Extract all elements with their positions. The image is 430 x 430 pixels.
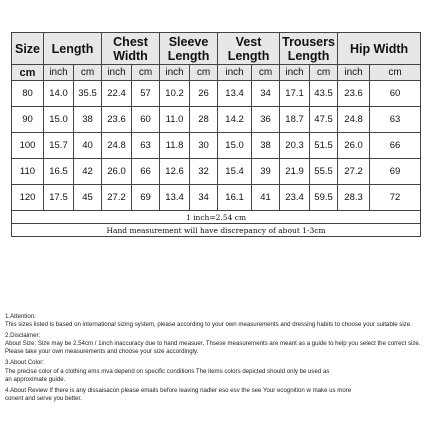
table-cell: 100 bbox=[12, 133, 44, 159]
unit-cell: cm bbox=[190, 65, 218, 81]
header-sleeve-length: Sleeve Length bbox=[160, 33, 218, 65]
table-cell: 28.3 bbox=[338, 185, 370, 211]
table-cell: 23.4 bbox=[280, 185, 310, 211]
table-cell: 14.2 bbox=[218, 107, 252, 133]
table-cell: 16.5 bbox=[44, 159, 74, 185]
table-cell: 15.4 bbox=[218, 159, 252, 185]
note-text: The precise color of a clothing ems mva depend on specific conditions The items colors depicted should only be used as bbox=[5, 367, 330, 375]
table-cell: 10.2 bbox=[160, 81, 190, 107]
table-cell: 80 bbox=[12, 81, 44, 107]
table-cell: 40 bbox=[74, 133, 102, 159]
note-text: 4.About Review If there is any dissaisacon please emails before leaving nadler eso esv the see Your ecognition w make us more bbox=[5, 386, 352, 394]
table-cell: 11.0 bbox=[160, 107, 190, 133]
note-text: Please take your own measurements and choose your size accordingly. bbox=[5, 348, 199, 356]
table-cell: 60 bbox=[132, 107, 160, 133]
table-cell: 63 bbox=[370, 107, 421, 133]
table-cell: 27.2 bbox=[338, 159, 370, 185]
unit-cell: inch bbox=[44, 65, 74, 81]
table-cell: 47.5 bbox=[310, 107, 338, 133]
note-attention bbox=[5, 313, 427, 329]
table-cell: 13.4 bbox=[218, 81, 252, 107]
table-cell: 15.7 bbox=[44, 133, 74, 159]
note-text: conent and serve you better. bbox=[5, 394, 82, 402]
table-cell: 27.2 bbox=[102, 185, 132, 211]
table-cell: 26.0 bbox=[338, 133, 370, 159]
unit-cell: cm bbox=[132, 65, 160, 81]
table-cell: 17.5 bbox=[44, 185, 74, 211]
table-cell: 28 bbox=[190, 107, 218, 133]
table-cell: 24.8 bbox=[102, 133, 132, 159]
discrepancy-row bbox=[12, 224, 421, 237]
unit-cell: inch bbox=[218, 65, 252, 81]
header-vest-length: Vest Length bbox=[218, 33, 280, 65]
table-row bbox=[12, 133, 421, 159]
table-cell: 110 bbox=[12, 159, 44, 185]
note-text: About Size: Size may be 2.54cm / 1inch inaccuracy due to hand measuer. Thsese measurements are meant as a guide to help you select the correct size. bbox=[5, 340, 421, 348]
unit-cell: cm bbox=[12, 65, 44, 81]
table-cell: 39 bbox=[252, 159, 280, 185]
header-hip-width: Hip Width bbox=[338, 33, 421, 65]
table-cell: 14.0 bbox=[44, 81, 74, 107]
unit-cell: inch bbox=[102, 65, 132, 81]
table-cell: 60 bbox=[370, 81, 421, 107]
conversion-row bbox=[12, 211, 421, 224]
note-title: 1.Attention: bbox=[5, 313, 36, 320]
header-length: Length bbox=[44, 33, 102, 65]
note-title: 2.Disclaimer: bbox=[5, 332, 41, 340]
table-row bbox=[12, 81, 421, 107]
table-cell: 12.6 bbox=[160, 159, 190, 185]
table-cell: 13.4 bbox=[160, 185, 190, 211]
table-cell: 63 bbox=[132, 133, 160, 159]
unit-cell: inch bbox=[338, 65, 370, 81]
table-cell: 35.5 bbox=[74, 81, 102, 107]
table-cell: 26 bbox=[190, 81, 218, 107]
table-cell: 17.1 bbox=[280, 81, 310, 107]
table-cell: 24.8 bbox=[338, 107, 370, 133]
header-row bbox=[12, 33, 421, 65]
table-cell: 55.5 bbox=[310, 159, 338, 185]
table-row bbox=[12, 159, 421, 185]
unit-cell: cm bbox=[370, 65, 421, 81]
table-cell: 69 bbox=[132, 185, 160, 211]
header-chest-width: Chest Width bbox=[102, 33, 160, 65]
table-cell: 20.3 bbox=[280, 133, 310, 159]
unit-cell: cm bbox=[252, 65, 280, 81]
table-cell: 30 bbox=[190, 133, 218, 159]
note-text: This sizes listed is based on international sizing system, please according to your own measurements and dressing habits to choose your suitable size. bbox=[5, 321, 412, 329]
table-cell: 23.6 bbox=[338, 81, 370, 107]
conversion-note: 1 inch=2.54 cm bbox=[12, 211, 421, 224]
unit-cell: inch bbox=[280, 65, 310, 81]
note-title: 3.About Color: bbox=[5, 359, 44, 367]
table-cell: 43.5 bbox=[310, 81, 338, 107]
table-cell: 72 bbox=[370, 185, 421, 211]
table-cell: 21.9 bbox=[280, 159, 310, 185]
table-row bbox=[12, 185, 421, 211]
table-cell: 32 bbox=[190, 159, 218, 185]
size-table bbox=[11, 32, 421, 237]
table-cell: 45 bbox=[74, 185, 102, 211]
table-cell: 34 bbox=[190, 185, 218, 211]
table-cell: 90 bbox=[12, 107, 44, 133]
table-cell: 22.4 bbox=[102, 81, 132, 107]
discrepancy-note: Hand measurement will have discrepancy of about 1-3cm bbox=[12, 224, 421, 237]
table-cell: 38 bbox=[74, 107, 102, 133]
table-cell: 16.1 bbox=[218, 185, 252, 211]
table-cell: 34 bbox=[252, 81, 280, 107]
header-size: Size bbox=[12, 33, 44, 65]
table-cell: 41 bbox=[252, 185, 280, 211]
table-cell: 26.0 bbox=[102, 159, 132, 185]
note-color bbox=[5, 359, 427, 383]
unit-cell: cm bbox=[74, 65, 102, 81]
table-cell: 36 bbox=[252, 107, 280, 133]
table-cell: 69 bbox=[370, 159, 421, 185]
table-row bbox=[12, 107, 421, 133]
unit-cell: inch bbox=[160, 65, 190, 81]
table-cell: 15.0 bbox=[44, 107, 74, 133]
note-text: an approximate guide. bbox=[5, 375, 66, 383]
table-cell: 42 bbox=[74, 159, 102, 185]
table-cell: 66 bbox=[132, 159, 160, 185]
notes-section bbox=[5, 313, 427, 406]
table-cell: 38 bbox=[252, 133, 280, 159]
size-chart bbox=[11, 32, 420, 237]
table-cell: 57 bbox=[132, 81, 160, 107]
table-cell: 66 bbox=[370, 133, 421, 159]
unit-cell: cm bbox=[310, 65, 338, 81]
table-cell: 51.5 bbox=[310, 133, 338, 159]
table-cell: 11.8 bbox=[160, 133, 190, 159]
table-cell: 15.0 bbox=[218, 133, 252, 159]
table-cell: 59.5 bbox=[310, 185, 338, 211]
note-disclaimer bbox=[5, 332, 427, 356]
header-trousers-length: Trousers Length bbox=[280, 33, 338, 65]
table-cell: 120 bbox=[12, 185, 44, 211]
table-cell: 18.7 bbox=[280, 107, 310, 133]
note-review bbox=[5, 387, 427, 403]
unit-row bbox=[12, 65, 421, 81]
table-cell: 23.6 bbox=[102, 107, 132, 133]
